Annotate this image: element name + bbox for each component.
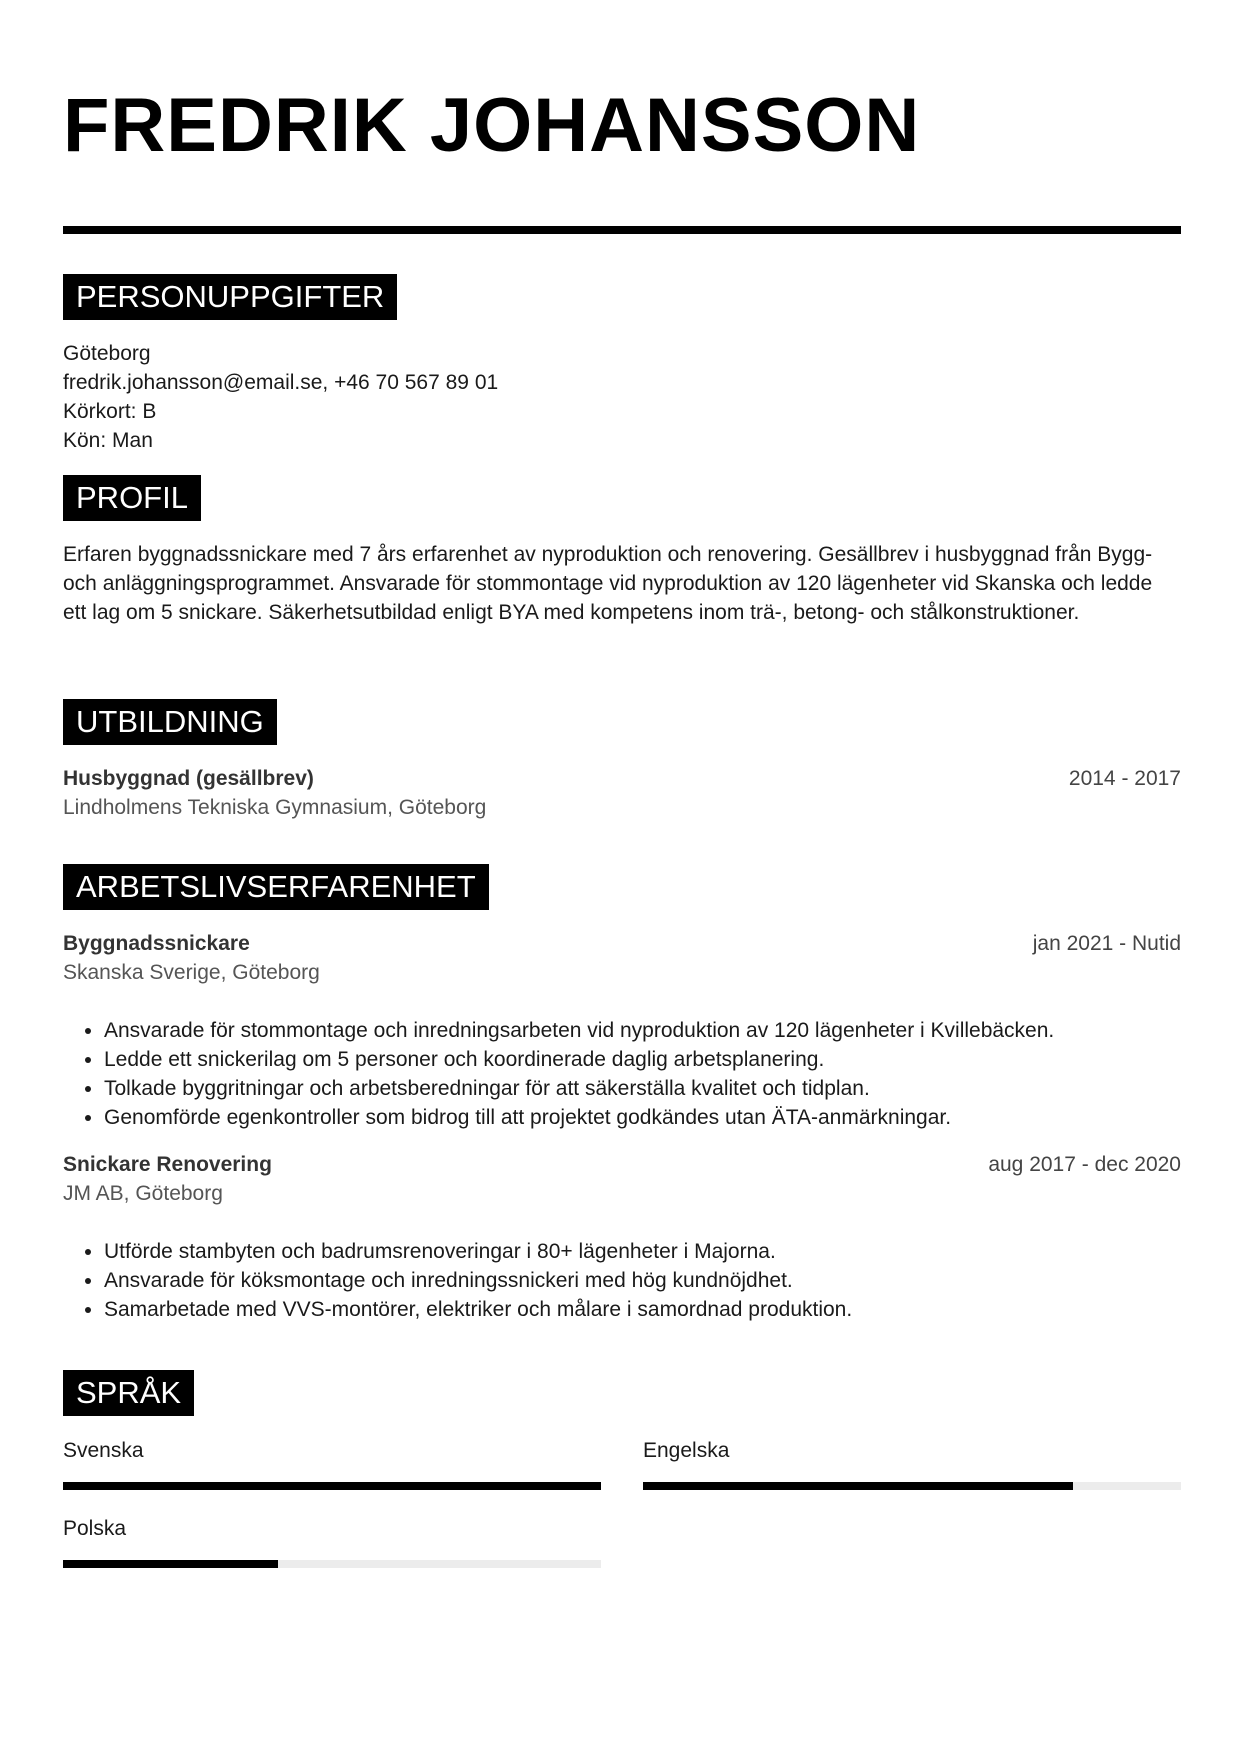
- language-level-fill: [63, 1482, 601, 1490]
- language-level-track: [63, 1482, 601, 1490]
- education-school: Lindholmens Tekniska Gymnasium, Göteborg: [63, 796, 487, 819]
- list-item: • Ledde ett snickerilag om 5 personer och koordinerade daglig arbetsplanering.: [104, 1045, 1054, 1074]
- job-title: Byggnadssnickare: [63, 932, 250, 955]
- list-item: • Ansvarade för stommontage och inredningsarbeten vid nyproduktion av 120 lägenheter i Kvillebäcken.: [104, 1016, 1054, 1045]
- drivers-license: Körkort: B: [63, 400, 157, 423]
- language-item: [63, 1514, 601, 1543]
- language-level-fill: [643, 1482, 1073, 1490]
- contact-info: fredrik.johansson@email.se, +46 70 567 89 01: [63, 371, 499, 394]
- education-entry: [63, 764, 1181, 822]
- job-duties-list: [63, 1016, 1054, 1132]
- profile-summary: Erfaren byggnadssnickare med 7 års erfarenhet av nyproduktion och renovering. Gesällbrev i husbyggnad från Bygg- och anläggningsprogrammet. Ansvarade för stommontage vid nyproduktion av 120 lägenheter vid Skanska och ledde ett lag om 5 snickare. Säkerhetsutbildad enligt BYA med kompetens inom trä-, betong- och stålkonstruktioner.: [63, 543, 1153, 624]
- language-level-track: [63, 1560, 601, 1568]
- language-item: [63, 1436, 601, 1465]
- section-heading-experience: ARBETSLIVSERFARENHET: [63, 864, 489, 910]
- city: Göteborg: [63, 342, 151, 365]
- header-divider: [63, 226, 1181, 234]
- experience-entry: [63, 929, 1181, 987]
- personal-details: [63, 339, 498, 455]
- job-date: jan 2021 - Nutid: [1032, 932, 1181, 955]
- language-name: Engelska: [643, 1439, 730, 1462]
- list-item: • Utförde stambyten och badrumsrenoveringar i 80+ lägenheter i Majorna.: [104, 1237, 852, 1266]
- job-employer: Skanska Sverige, Göteborg: [63, 961, 320, 984]
- section-heading-profile: PROFIL: [63, 475, 201, 521]
- gender: Kön: Man: [63, 429, 153, 452]
- education-date: 2014 - 2017: [1068, 767, 1181, 790]
- education-title: Husbyggnad (gesällbrev): [63, 767, 314, 790]
- job-duties-list: [63, 1237, 852, 1324]
- job-date: aug 2017 - dec 2020: [988, 1153, 1181, 1176]
- section-heading-languages: SPRÅK: [63, 1370, 194, 1416]
- language-item: [643, 1436, 1181, 1465]
- language-level-track: [643, 1482, 1181, 1490]
- list-item: • Tolkade byggritningar och arbetsberedningar för att säkerställa kvalitet och tidplan.: [104, 1074, 1054, 1103]
- job-employer: JM AB, Göteborg: [63, 1182, 223, 1205]
- language-name: Svenska: [63, 1439, 144, 1462]
- list-item: • Genomförde egenkontroller som bidrog till att projektet godkändes utan ÄTA-anmärkningar.: [104, 1103, 1054, 1132]
- section-heading-education: UTBILDNING: [63, 699, 277, 745]
- language-name: Polska: [63, 1517, 127, 1540]
- language-level-fill: [63, 1560, 278, 1568]
- section-heading-personal: PERSONUPPGIFTER: [63, 274, 397, 320]
- job-title: Snickare Renovering: [63, 1153, 272, 1176]
- candidate-name: FREDRIK JOHANSSON: [63, 83, 921, 168]
- list-item: • Ansvarade för köksmontage och inredningssnickeri med hög kundnöjdhet.: [104, 1266, 852, 1295]
- list-item: • Samarbetade med VVS-montörer, elektriker och målare i samordnad produktion.: [104, 1295, 852, 1324]
- experience-entry: [63, 1150, 1181, 1208]
